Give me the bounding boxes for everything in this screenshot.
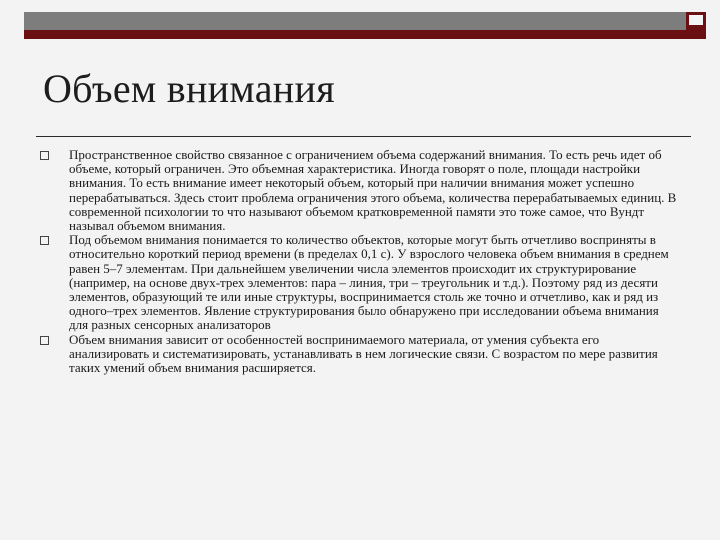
square-bullet-icon bbox=[40, 336, 49, 345]
corner-square-decoration bbox=[686, 12, 706, 39]
header-gray-bar bbox=[24, 12, 686, 30]
list-item bbox=[38, 233, 678, 332]
bullet-list bbox=[38, 148, 678, 375]
bullet-text: Под объемом внимания понимается то количество объектов, которые могут быть отчетливо восприняты в относительно короткий период времени (в пределах 0,1 с). У взрослого человека объем внимания в среднем равен 5–7 элементам. При дальнейшем увеличении числа элементов происходит их структурирование (например, на основе двух-трех элементов: пара – линия, три – треугольник и т.д.). Поэтому ряд из десяти элементов, образующий те или иные структуры, воспринимается столь же точно и отчетливо, как и ряд из одного–трех элементов. Явление структурирования было обнаружено при исследовании объема внимания для разных сенсорных анализаторов bbox=[69, 232, 669, 333]
square-bullet-icon bbox=[40, 236, 49, 245]
list-item bbox=[38, 333, 678, 376]
header-dark-bar bbox=[24, 30, 686, 39]
slide-title: Объем внимания bbox=[43, 66, 335, 111]
bullet-text: Объем внимания зависит от особенностей воспринимаемого материала, от умения субъекта его анализировать и систематизировать, устанавливать в нем логические связи. С возрастом по мере развития таких умений объем внимания расширяется. bbox=[69, 331, 658, 376]
bullet-text: Пространственное свойство связанное с ограничением объема содержаний внимания. То есть речь идет об объеме, который ограничен. Это объемная характеристика. Иногда говорят о поле, площади настройки внимания. То есть внимание имеет некоторый объем, который при наличии внимания может успешно перерабатываться. Здесь стоит проблема ограничения этого объема, количества перерабатываемых единиц. В современной психологии то что называют объемом кратковременной памяти это тоже самое, что Вундт называл объемом внимания. bbox=[69, 147, 677, 234]
title-divider bbox=[36, 136, 691, 137]
list-item bbox=[38, 148, 678, 233]
square-bullet-icon bbox=[40, 151, 49, 160]
